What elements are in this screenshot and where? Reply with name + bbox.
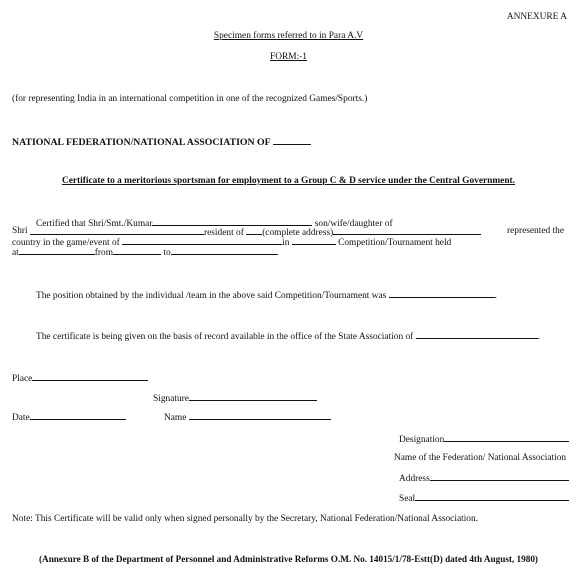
place-blank bbox=[32, 372, 148, 381]
validity-note: Note: This Certificate will be valid only when signed personally by the Secretary, National Federation/National Association. bbox=[12, 514, 479, 524]
shri-blank-line: resident of (complete address) bbox=[30, 226, 481, 239]
from-blank bbox=[113, 246, 161, 255]
position-line: The position obtained by the individual /team in the above said Competition/Tournament was . bbox=[36, 291, 498, 301]
name-field: Name bbox=[164, 411, 331, 424]
certified-line: Certified that Shri/Smt./Kumar son/wife/daughter of bbox=[36, 219, 393, 229]
place-field: Place bbox=[12, 372, 148, 385]
date-blank bbox=[30, 411, 126, 420]
date-field: Date bbox=[12, 411, 126, 424]
address-blank bbox=[333, 226, 481, 235]
name-blank bbox=[152, 217, 312, 226]
represented-label: represented the bbox=[506, 226, 564, 236]
federation-blank bbox=[273, 136, 311, 145]
annexure-label: ANNEXURE A bbox=[506, 12, 567, 22]
address-field: Address bbox=[399, 472, 569, 485]
signature-field: Signature bbox=[153, 392, 317, 405]
purpose-text: (for representing India in an international competition in one of the recognized Games/Sports.) bbox=[12, 94, 368, 104]
resident-blank bbox=[246, 226, 262, 235]
state-association-blank bbox=[416, 330, 538, 339]
at-line: at from to . bbox=[12, 248, 279, 258]
seal-blank bbox=[415, 492, 569, 501]
form-number: FORM:-1 bbox=[270, 52, 307, 62]
address-sign-blank bbox=[430, 472, 569, 481]
position-blank bbox=[389, 289, 495, 298]
certificate-title: Certificate to a meritorious sportsman for employment to a Group C & D service under the Central Government. bbox=[61, 176, 516, 186]
federation-name-label: Name of the Federation/ National Association bbox=[394, 453, 567, 463]
in-blank bbox=[292, 236, 336, 245]
shri-label: Shri bbox=[12, 226, 28, 236]
record-line: The certificate is being given on the basis of record available in the office of the State Association of . bbox=[36, 332, 540, 342]
signer-name-blank bbox=[189, 411, 331, 420]
country-line: country in the game/event of in Competition/Tournament held bbox=[12, 238, 452, 248]
to-blank bbox=[171, 246, 277, 255]
shri-blank bbox=[30, 226, 204, 235]
game-blank bbox=[122, 236, 282, 245]
footer-reference: (Annexure B of the Department of Personnel and Administrative Reforms O.M. No. 14015/1/78-Estt(D) dated 4th August, 1980) bbox=[39, 554, 538, 564]
federation-heading: NATIONAL FEDERATION/NATIONAL ASSOCIATION OF bbox=[12, 136, 311, 148]
specimen-heading: Specimen forms referred to in Para A.V bbox=[213, 31, 364, 41]
seal-field: Seal bbox=[399, 492, 569, 505]
signature-blank bbox=[189, 392, 317, 401]
at-blank bbox=[19, 246, 95, 255]
designation-blank bbox=[444, 433, 569, 442]
designation-field: Designation bbox=[399, 433, 569, 446]
